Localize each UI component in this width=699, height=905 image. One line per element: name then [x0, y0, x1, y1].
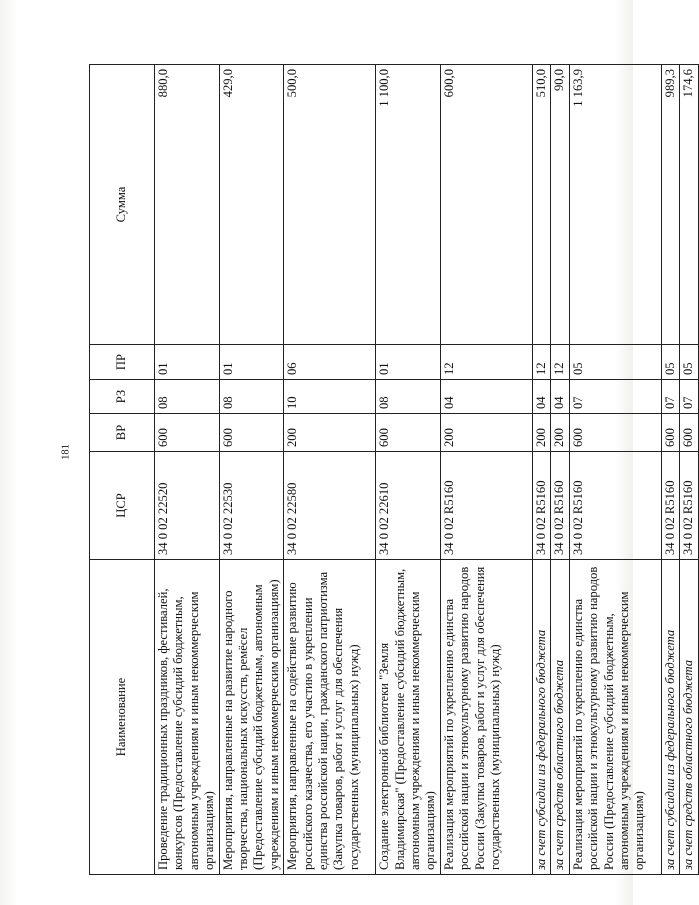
cell-vr: 600 [219, 414, 284, 452]
cell-name: Проведение традиционных праздников, фестивалей, конкурсов (Предоставление субсидий бюджетным, автономным учреждениям и иным некоммерческим организациям) [155, 560, 220, 875]
table-row [376, 65, 441, 875]
table-row [219, 65, 284, 875]
cell-rz: 07 [661, 380, 679, 414]
cell-csr: 34 0 02 R5160 [680, 452, 698, 560]
header-rz: РЗ [90, 380, 155, 414]
cell-vr: 600 [661, 414, 679, 452]
cell-pr: 12 [440, 345, 532, 380]
cell-rz: 10 [284, 380, 376, 414]
cell-csr: 34 0 02 R5160 [532, 452, 550, 560]
header-name: Наименование [90, 560, 155, 875]
cell-sum: 600,0 [440, 65, 532, 345]
cell-vr: 600 [680, 414, 698, 452]
header-pr: ПР [90, 345, 155, 380]
table-row [284, 65, 376, 875]
cell-vr: 200 [440, 414, 532, 452]
header-csr: ЦСР [90, 452, 155, 560]
cell-csr: 34 0 02 R5160 [551, 452, 569, 560]
cell-pr: 05 [661, 345, 679, 380]
cell-pr: 01 [376, 345, 441, 380]
table-row [661, 65, 679, 875]
table-row [532, 65, 550, 875]
cell-name: Реализация мероприятий по укреплению единства российской нации и этнокультурному развитию народов России (Предоставление субсидий бюджетным, автономным учреждениям и иным некоммерческим организациям) [569, 560, 661, 875]
cell-pr: 12 [551, 345, 569, 380]
cell-pr: 01 [155, 345, 220, 380]
cell-csr: 34 0 02 R5160 [661, 452, 679, 560]
cell-sum: 429,0 [219, 65, 284, 345]
cell-csr: 34 0 02 22610 [376, 452, 441, 560]
cell-vr: 600 [155, 414, 220, 452]
table-row [440, 65, 532, 875]
cell-vr: 600 [569, 414, 661, 452]
cell-pr: 12 [532, 345, 550, 380]
rotated-table-wrapper [89, 65, 696, 875]
cell-rz: 08 [219, 380, 284, 414]
cell-rz: 04 [551, 380, 569, 414]
table-row [680, 65, 698, 875]
cell-sum: 989,3 [661, 65, 679, 345]
header-sum: Сумма [90, 65, 155, 345]
cell-sum: 500,0 [284, 65, 376, 345]
cell-rz: 08 [155, 380, 220, 414]
cell-csr: 34 0 02 R5160 [440, 452, 532, 560]
cell-rz: 08 [376, 380, 441, 414]
cell-name: за счет средств областного бюджета [551, 560, 569, 875]
cell-pr: 01 [219, 345, 284, 380]
cell-rz: 04 [440, 380, 532, 414]
cell-name: Создание электронной библиотеки "Земля Владимирская" (Предоставление субсидий бюджетным, автономным учреждениям и иным некоммерческим организациям) [376, 560, 441, 875]
cell-csr: 34 0 02 22580 [284, 452, 376, 560]
header-vr: ВР [90, 414, 155, 452]
budget-table [89, 64, 699, 875]
cell-name: Мероприятия, направленные на содействие развитию российского казачества, его участию в укреплении единства российской нации, гражданского патриотизма (Закупка товаров, работ и услуг для обеспечения государственных (муниципальных) нужд) [284, 560, 376, 875]
cell-vr: 200 [551, 414, 569, 452]
cell-name: за счет средств областного бюджета [680, 560, 698, 875]
cell-rz: 04 [532, 380, 550, 414]
table-header-row [90, 65, 155, 875]
cell-name: Реализация мероприятий по укреплению единства российской нации и этнокультурному развитию народов России (Закупка товаров, работ и услуг для обеспечения государственных (муниципальных) нужд) [440, 560, 532, 875]
cell-sum: 174,6 [680, 65, 698, 345]
cell-vr: 600 [376, 414, 441, 452]
cell-sum: 1 163,9 [569, 65, 661, 345]
cell-sum: 90,0 [551, 65, 569, 345]
cell-csr: 34 0 02 R5160 [569, 452, 661, 560]
cell-sum: 880,0 [155, 65, 220, 345]
cell-vr: 200 [532, 414, 550, 452]
cell-pr: 05 [680, 345, 698, 380]
cell-name: Мероприятия, направленные на развитие народного творчества, национальных искусств, ремёсел (Предоставление субсидий бюджетным, автономным учреждениям и иным некоммерческим организациям) [219, 560, 284, 875]
cell-vr: 200 [284, 414, 376, 452]
table-row [155, 65, 220, 875]
cell-csr: 34 0 02 22530 [219, 452, 284, 560]
table-row [551, 65, 569, 875]
page-number: 181 [60, 444, 72, 460]
cell-pr: 05 [569, 345, 661, 380]
cell-rz: 07 [680, 380, 698, 414]
cell-sum: 1 100,0 [376, 65, 441, 345]
cell-csr: 34 0 02 22520 [155, 452, 220, 560]
cell-name: за счет субсидии из федерального бюджета [532, 560, 550, 875]
cell-rz: 07 [569, 380, 661, 414]
cell-sum: 510,0 [532, 65, 550, 345]
cell-pr: 06 [284, 345, 376, 380]
table-row [569, 65, 661, 875]
cell-name: за счет субсидии из федерального бюджета [661, 560, 679, 875]
